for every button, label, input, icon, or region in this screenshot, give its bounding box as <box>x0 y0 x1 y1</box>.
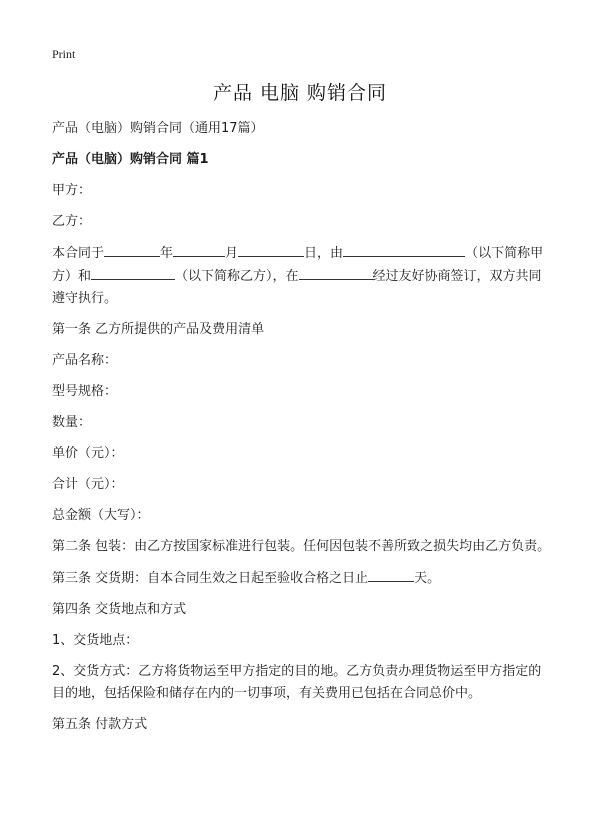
print-label[interactable]: Print <box>52 47 76 61</box>
blank-day <box>238 242 304 257</box>
model-line: 型号规格： <box>52 384 118 399</box>
article-1-heading: 第一条 乙方所提供的产品及费用清单 <box>52 322 265 337</box>
section-title: 产品（电脑）购销合同 篇1 <box>52 152 209 167</box>
intro-text-7: （以下简称乙方），在 <box>175 269 299 284</box>
party-b-line: 乙方： <box>52 214 92 229</box>
blank-party-b <box>91 265 175 280</box>
blank-month <box>173 242 225 257</box>
intro-text-8: 经过友好协商签订，双方共同遵守执行。 <box>52 269 542 306</box>
blank-year <box>104 242 160 257</box>
party-a-line: 甲方： <box>52 183 92 198</box>
intro-text-1: 本合同于 <box>52 246 105 261</box>
article-5-heading: 第五条 付款方式 <box>52 717 148 732</box>
delivery-method-paragraph: 2、交货方式：乙方将货物运至甲方指定的目的地。乙方负责办理货物运至甲方指定的目的地，包括保险和储存在内的一切事项，有关费用已包括在合同总价中。 <box>52 664 542 701</box>
total-line: 合计（元）： <box>52 477 124 492</box>
product-name-line: 产品名称： <box>52 353 118 368</box>
article-3-text-1: 第三条 交货期：自本合同生效之日起至验收合格之日止 <box>52 571 369 586</box>
intro-text-3: 月 <box>225 246 239 261</box>
unit-price-line: 单价（元）： <box>52 446 124 461</box>
blank-days <box>368 567 414 582</box>
intro-text-6: 和 <box>78 269 92 284</box>
article-3-text-2: 天。 <box>414 571 441 586</box>
document-title: 产品 电脑 购销合同 <box>212 82 388 104</box>
total-amount-line: 总金额（大写）： <box>52 508 150 523</box>
blank-location <box>299 265 373 280</box>
intro-text-4: 日，由 <box>304 246 344 261</box>
article-4-heading: 第四条 交货地点和方式 <box>52 602 187 617</box>
document-body <box>52 118 552 745</box>
quantity-line: 数量： <box>52 415 92 430</box>
delivery-place-line: 1、交货地点： <box>52 633 139 648</box>
blank-party-a <box>343 242 465 257</box>
intro-paragraph <box>52 242 552 310</box>
article-3-paragraph <box>52 567 552 590</box>
intro-text-5: （以下简称甲方） <box>52 246 544 284</box>
document-subtitle: 产品（电脑）购销合同（通用17篇） <box>52 121 264 136</box>
article-2-paragraph: 第二条 包装：由乙方按国家标准进行包装。任何因包装不善所致之损失均由乙方负责。 <box>52 539 551 554</box>
intro-text-2: 年 <box>160 246 174 261</box>
